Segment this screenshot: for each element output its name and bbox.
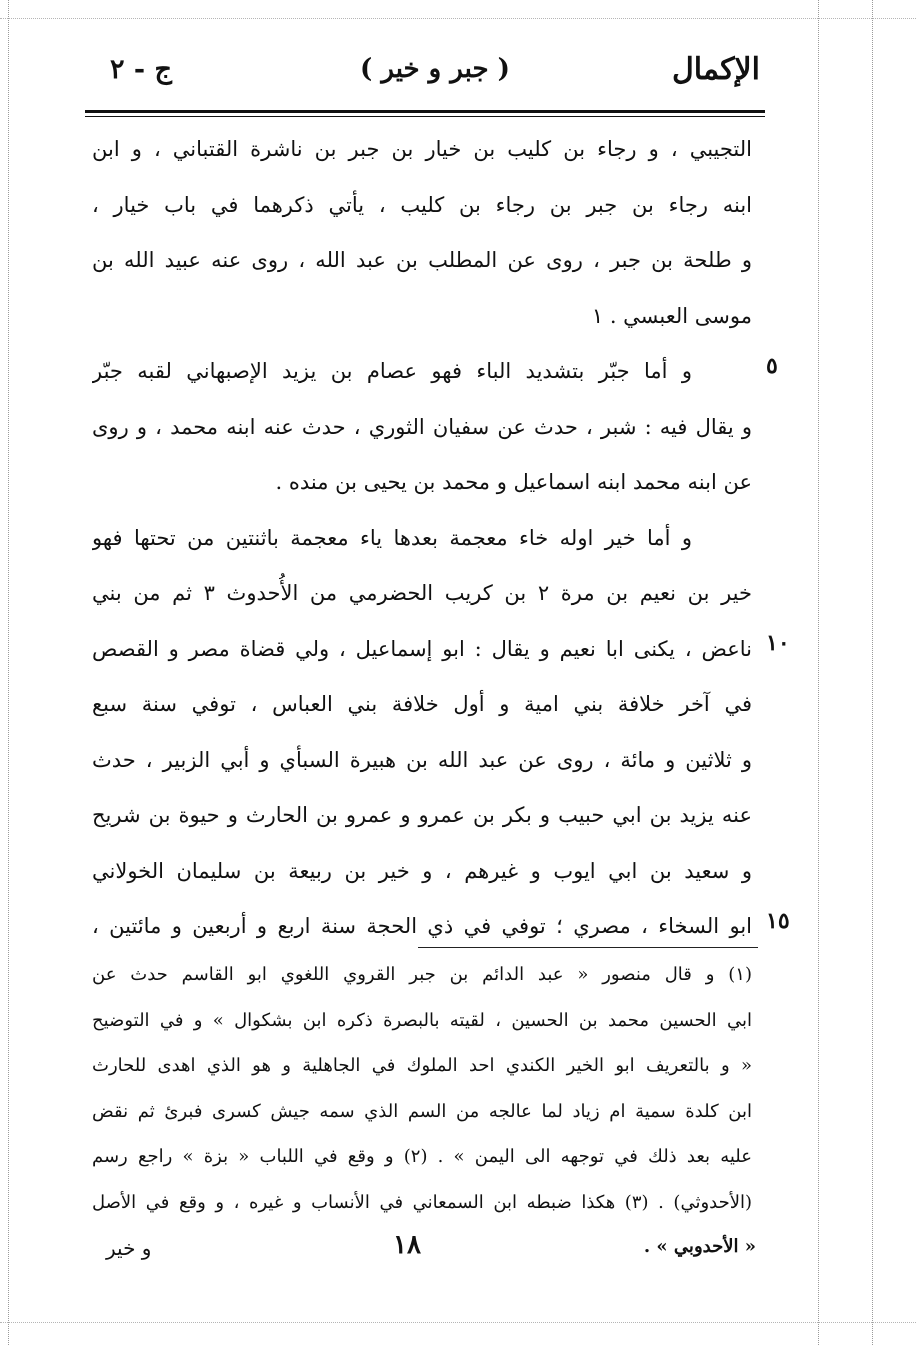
footnote-line: « و بالتعريف ابو الخير الكندي احد الملوك في الجاهلية و هو الذي اهدى للحارث [92, 1055, 752, 1076]
line-number: ١٠ [766, 630, 790, 656]
text-line: عنه يزيد بن ابي حبيب و بكر بن عمرو و عمرو بن الحارث و حيوة بن شريح [92, 803, 752, 827]
text-line: و أما جبّر بتشديد الباء فهو عصام بن يزيد الإصبهاني لقبه جبّر [92, 359, 692, 383]
footnote-line-last: « الأحدوبي » . [643, 1236, 756, 1257]
text-line: و سعيد بن ابي ايوب و غيرهم ، و خير بن ربيعة بن سليمان الخولاني [92, 858, 752, 883]
volume-label: ج - ٢ [110, 54, 172, 85]
text-line: التجيبي ، و رجاء بن كليب بن خيار بن جبر بن ناشرة القتباني ، و ابن [92, 137, 752, 161]
line-number: ٥ [766, 353, 778, 379]
text-line: و ثلاثين و مائة ، روى عن عبد الله بن هبيرة السبأي و أبي الزبير ، حدث [92, 747, 752, 772]
footnote-line: ابن كلدة سمية ام زياد لما عالجه من السم الذي سمه جيش كسرى فبرئ ثم نقض [92, 1100, 752, 1122]
page-number: ١٨ [393, 1230, 421, 1260]
line-number: ١٥ [766, 908, 790, 934]
footnote-line: ابي الحسين محمد بن الحسين ، لقيته بالبصرة ذكره ابن بشكوال » و في التوضيح [92, 1009, 752, 1031]
section-title: ( جبر و خير ) [360, 54, 510, 84]
running-header [100, 52, 760, 100]
header-rule-thin [85, 116, 765, 117]
text-line: و يقال فيه : شبر ، حدث عن سفيان الثوري ، حدث عنه ابنه محمد ، و روى [92, 414, 752, 439]
text-line: و أما خير اوله خاء معجمة بعدها ياء معجمة باثنتين من تحتها فهو [92, 525, 692, 550]
text-line: عن ابنه محمد ابنه اسماعيل و محمد بن يحيى بن منده . [275, 470, 752, 494]
text-line: و طلحة بن جبر ، روى عن المطلب بن عبد الله ، روى عنه عبيد الله بن [92, 248, 752, 272]
book-title: الإكمال [671, 52, 760, 87]
footnote-rule [418, 947, 758, 948]
footnote-line: (الأحدوثي) . (٣) هكذا ضبطه ابن السمعاني في الأنساب و غيره ، و وقع في الأصل [92, 1191, 752, 1213]
text-line: ناعض ، يكنى ابا نعيم و يقال : ابو إسماعيل ، ولي قضاة مصر و القصص [92, 636, 752, 661]
footnote-line: (١) و قال منصور « عبد الدائم بن جبر القروي اللغوي ابو القاسم حدث عن [92, 964, 752, 985]
text-line: ابنه رجاء بن جبر بن رجاء بن كليب ، يأتي ذكرهما في باب خيار ، [92, 192, 752, 217]
catchword: و خير [106, 1236, 152, 1260]
header-rule [85, 110, 765, 113]
footnote-line: عليه بعد ذلك في توجهه الى اليمن » . (٢) و وقع في اللباب « بزة » راجع رسم [92, 1146, 752, 1167]
footnotes [92, 952, 752, 1225]
text-line: في آخر خلافة بني امية و أول خلافة بني العباس ، توفي سنة سبع [92, 692, 752, 716]
main-text [92, 122, 752, 955]
text-line: خير بن نعيم بن مرة ٢ بن كريب الحضرمي من الأُحدوث ٣ ثم من بني [92, 581, 752, 605]
text-line: موسى العبسي . ١ [591, 303, 752, 328]
text-line: ابو السخاء ، مصري ؛ توفي في ذي الحجة سنة اربع و أربعين و مائتين ، [92, 914, 752, 938]
